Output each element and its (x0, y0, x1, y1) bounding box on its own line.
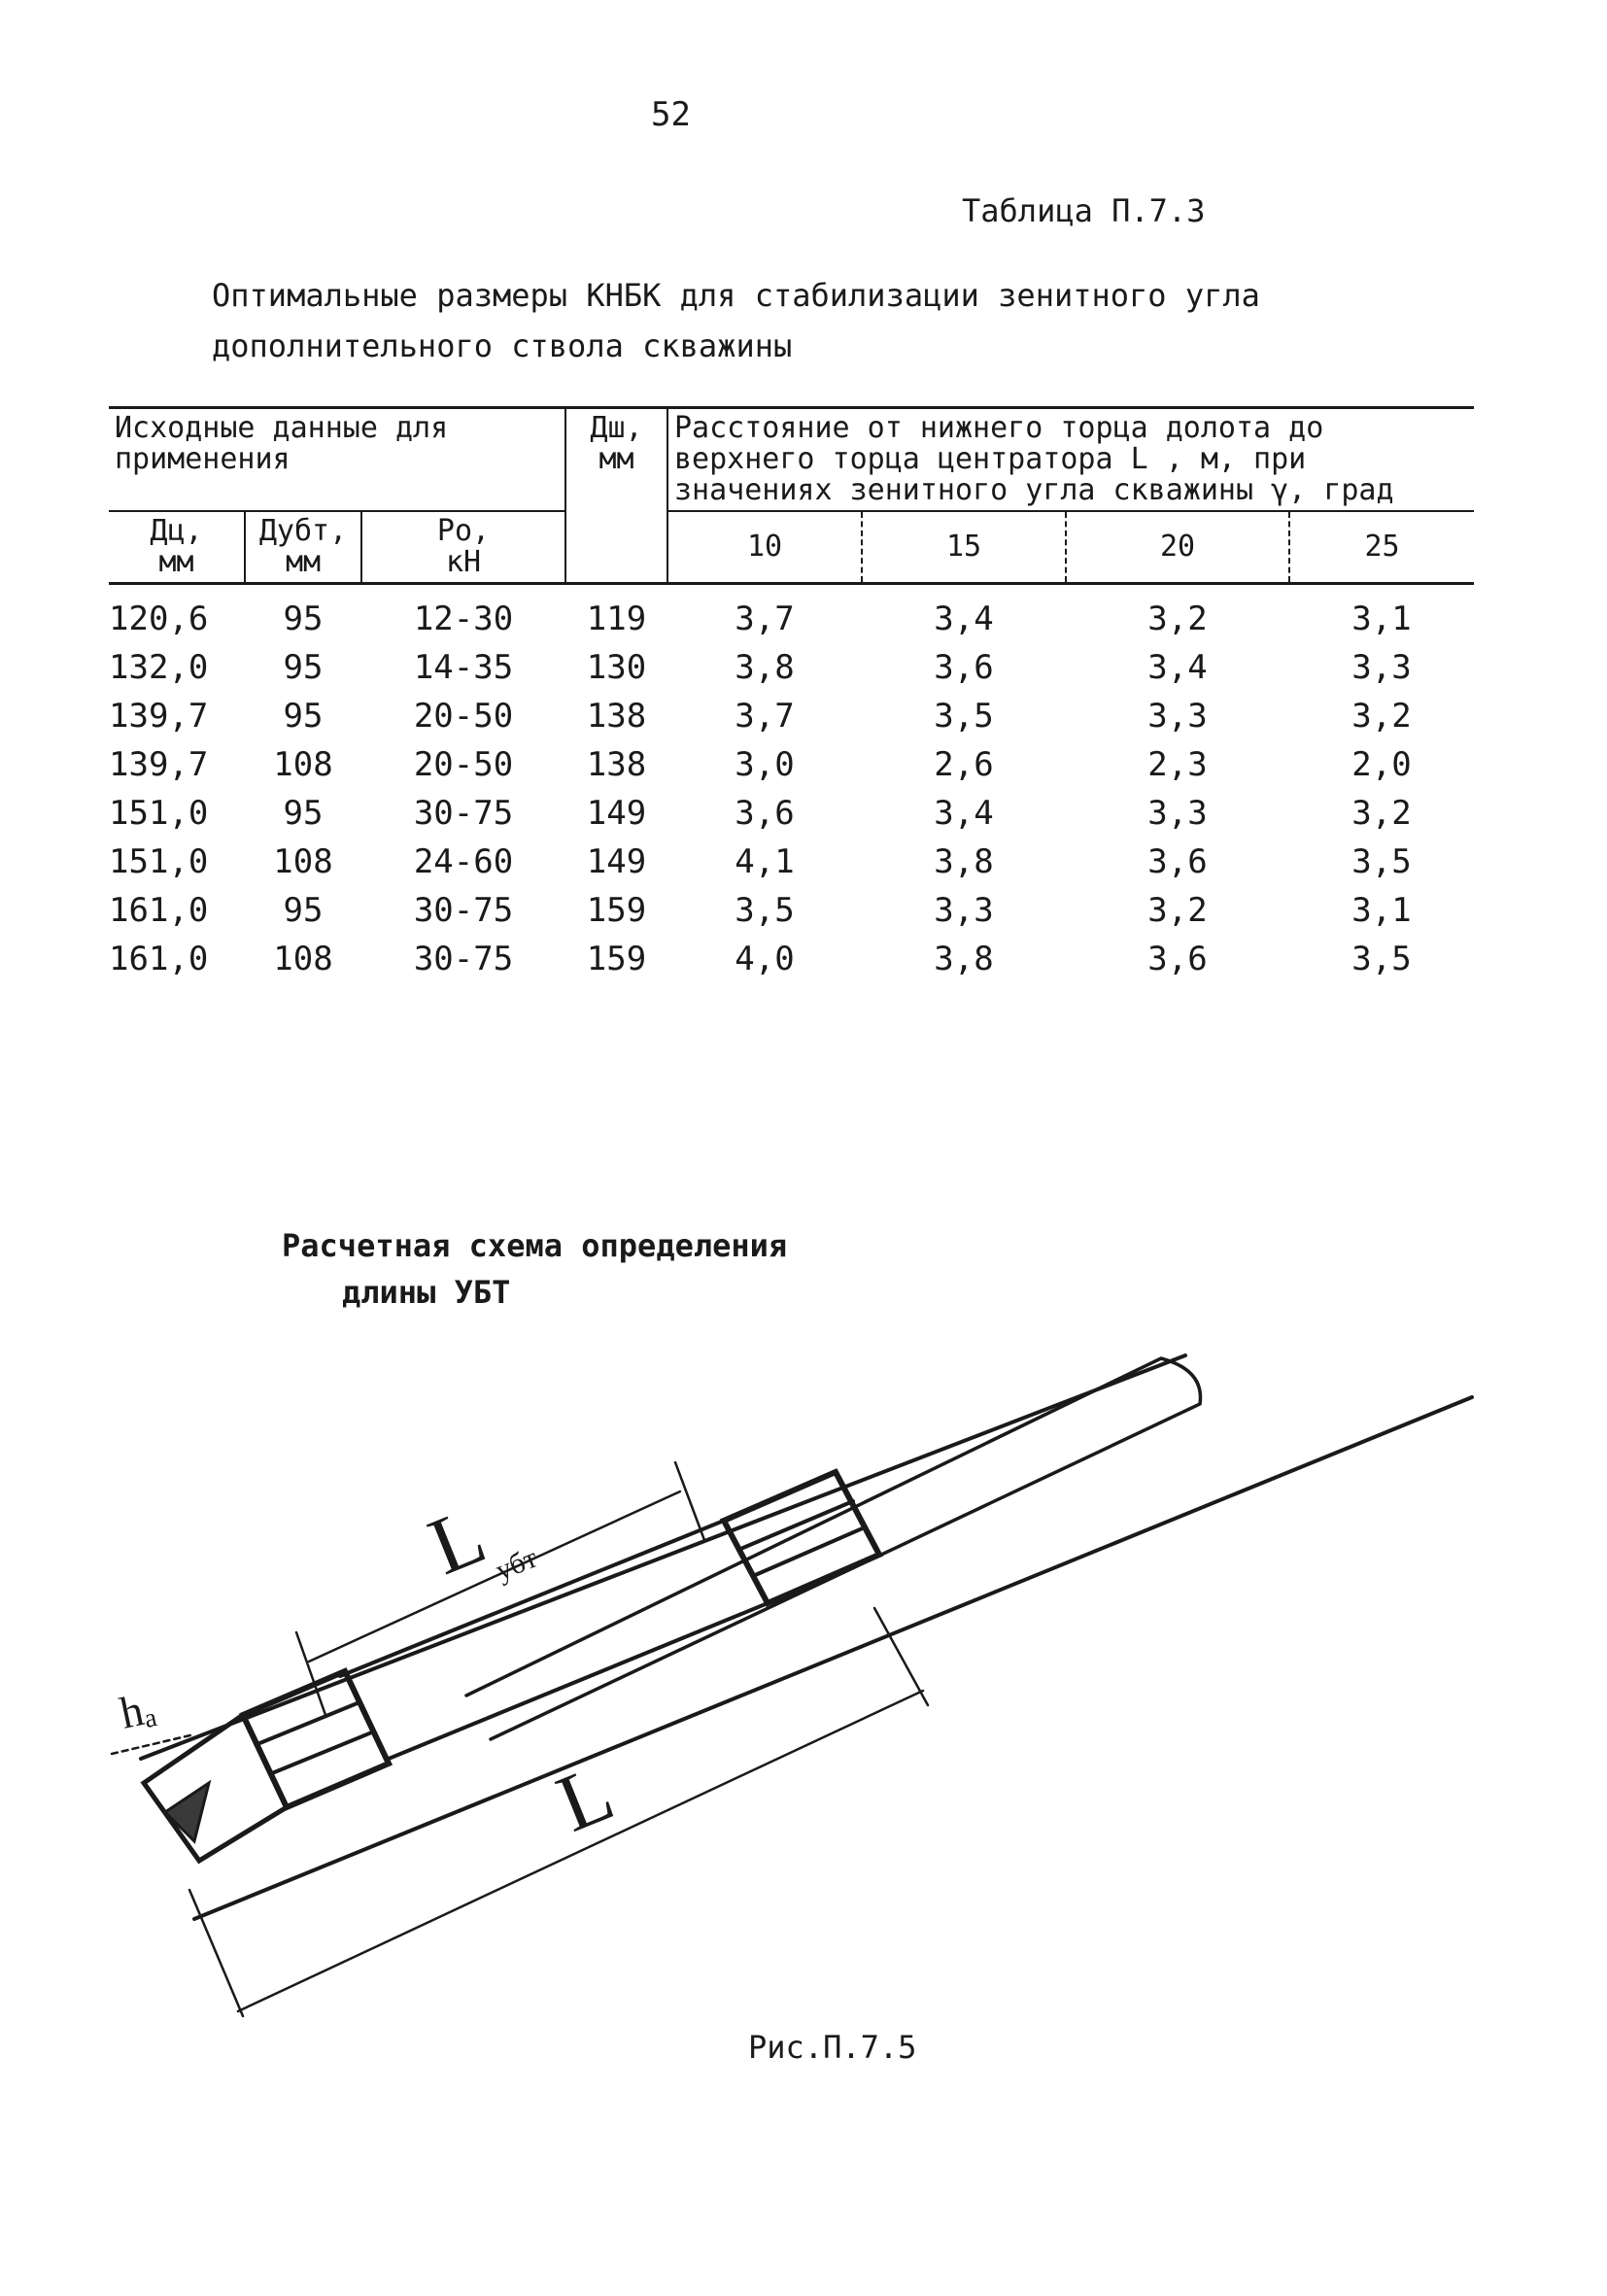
table-row (109, 789, 1474, 838)
cell-dc: 151,0 (109, 842, 209, 881)
cell-l-angle-10: 3,5 (735, 891, 795, 930)
l-label: L (545, 1747, 626, 1850)
cell-dubt: 108 (273, 842, 333, 881)
table-title-line-2: дополнительного ствола скважины (212, 327, 793, 364)
cell-l-angle-25: 3,2 (1351, 794, 1412, 833)
cell-l-angle-10: 3,0 (735, 745, 795, 784)
cell-l-angle-15: 3,8 (934, 940, 994, 978)
col-dubt-unit: мм (285, 545, 322, 579)
cell-l-angle-25: 3,3 (1351, 648, 1412, 687)
l-ubt-extension-right (675, 1462, 704, 1540)
group-header: Исходные данные для применения (109, 408, 565, 512)
cell-l-angle-10: 3,7 (735, 600, 795, 638)
cell-dubt: 95 (283, 891, 324, 930)
angle-header-15: 15 (862, 511, 1066, 584)
cell-l-angle-25: 2,0 (1351, 745, 1412, 784)
l-dimension-line (238, 1691, 923, 2011)
table-title-line-1: Оптимальные размеры КНБК для стабилизации зенитного угла (212, 277, 1260, 314)
centralizer-upper (724, 1472, 879, 1603)
cell-po: 20-50 (413, 745, 514, 784)
cell-dsh: 119 (586, 600, 647, 638)
figure-caption-line-1: Расчетная схема определения (282, 1227, 788, 1264)
h-label: hₐ (115, 1682, 160, 1738)
cell-l-angle-25: 3,1 (1351, 600, 1412, 638)
drill-bit (144, 1715, 287, 1861)
cell-l-angle-20: 2,3 (1147, 745, 1208, 784)
l-ubt-subscript: убт (491, 1541, 542, 1588)
figure-label: Рис.П.7.5 (748, 2029, 917, 2066)
table-row (109, 692, 1474, 740)
col-po-unit: кН (445, 545, 482, 579)
figure-caption (282, 1222, 787, 1316)
cell-l-angle-10: 4,1 (735, 842, 795, 881)
ubt-length-diagram (0, 1341, 1607, 2021)
cell-po: 30-75 (413, 794, 514, 833)
col-po-label: Ро, (436, 514, 491, 548)
cell-dsh: 149 (586, 842, 647, 881)
cell-l-angle-25: 3,5 (1351, 940, 1412, 978)
cell-l-angle-25: 3,1 (1351, 891, 1412, 930)
cell-dubt: 95 (283, 600, 324, 638)
cell-l-angle-15: 3,8 (934, 842, 994, 881)
cell-dc: 151,0 (109, 794, 209, 833)
cell-l-angle-20: 3,2 (1147, 891, 1208, 930)
cell-l-angle-20: 3,6 (1147, 842, 1208, 881)
cell-l-angle-10: 3,7 (735, 697, 795, 736)
l-ubt-dimension-line (309, 1491, 680, 1662)
page-number: 52 (651, 95, 691, 134)
angle-header-25: 25 (1289, 511, 1474, 584)
col-po-header (361, 511, 565, 584)
l-ubt-label: L (417, 1490, 497, 1593)
col-dsh-label: Дш, (590, 411, 643, 445)
table-title (212, 270, 1378, 371)
cell-l-angle-10: 4,0 (735, 940, 795, 978)
cell-dsh: 138 (586, 697, 647, 736)
cell-l-angle-10: 3,8 (735, 648, 795, 687)
cell-l-angle-25: 3,2 (1351, 697, 1412, 736)
cell-l-angle-15: 3,3 (934, 891, 994, 930)
knbk-table (109, 406, 1474, 983)
table-row (109, 584, 1474, 644)
table-row (109, 935, 1474, 983)
cell-dubt: 95 (283, 794, 324, 833)
drill-bit-cone (165, 1783, 209, 1841)
cell-l-angle-20: 3,2 (1147, 600, 1208, 638)
l-ubt-extension-left (296, 1632, 325, 1715)
cell-dc: 139,7 (109, 697, 209, 736)
table-label: Таблица П.7.3 (962, 192, 1206, 229)
table-row (109, 740, 1474, 789)
table-row (109, 838, 1474, 886)
figure-caption-line-2: длины УБТ (342, 1274, 511, 1311)
cell-l-angle-20: 3,3 (1147, 794, 1208, 833)
cell-dsh: 159 (586, 891, 647, 930)
col-dc-header (109, 511, 245, 584)
borehole-wall-upper (141, 1355, 1185, 1759)
cell-l-angle-15: 3,4 (934, 600, 994, 638)
cell-dc: 120,6 (109, 600, 209, 638)
cell-l-angle-20: 3,3 (1147, 697, 1208, 736)
table-row (109, 886, 1474, 935)
cell-dsh: 149 (586, 794, 647, 833)
cell-po: 14-35 (413, 648, 514, 687)
col-dsh-unit: мм (598, 442, 634, 476)
table-row (109, 643, 1474, 692)
cell-dubt: 95 (283, 697, 324, 736)
cell-l-angle-20: 3,6 (1147, 940, 1208, 978)
col-dubt-label: Дубт, (258, 514, 348, 548)
cell-dubt: 95 (283, 648, 324, 687)
cell-dubt: 108 (273, 745, 333, 784)
cell-dc: 161,0 (109, 940, 209, 978)
col-dsh-header (565, 408, 667, 584)
cell-po: 20-50 (413, 697, 514, 736)
cell-po: 30-75 (413, 940, 514, 978)
cell-dc: 161,0 (109, 891, 209, 930)
cell-po: 24-60 (413, 842, 514, 881)
cell-l-angle-15: 3,5 (934, 697, 994, 736)
cell-l-angle-15: 3,4 (934, 794, 994, 833)
col-dc-label: Дц, (150, 514, 203, 548)
angle-header-20: 20 (1066, 511, 1289, 584)
cell-dsh: 159 (586, 940, 647, 978)
col-dubt-header (245, 511, 361, 584)
cell-l-angle-15: 3,6 (934, 648, 994, 687)
cell-dubt: 108 (273, 940, 333, 978)
cell-dc: 139,7 (109, 745, 209, 784)
centralizer-lower-band-2 (272, 1731, 374, 1773)
cell-po: 30-75 (413, 891, 514, 930)
distance-header: Расстояние от нижнего торца долота до верхнего торца центратора L , м, при значениях зенитного угла скважины γ, град (667, 408, 1474, 512)
cell-l-angle-10: 3,6 (735, 794, 795, 833)
cell-dsh: 138 (586, 745, 647, 784)
cell-dsh: 130 (586, 648, 647, 687)
cell-l-angle-25: 3,5 (1351, 842, 1412, 881)
col-dc-unit: мм (158, 545, 194, 579)
angle-header-10: 10 (667, 511, 862, 584)
cell-l-angle-20: 3,4 (1147, 648, 1208, 687)
cell-l-angle-15: 2,6 (934, 745, 994, 784)
cell-po: 12-30 (413, 600, 514, 638)
cell-dc: 132,0 (109, 648, 209, 687)
